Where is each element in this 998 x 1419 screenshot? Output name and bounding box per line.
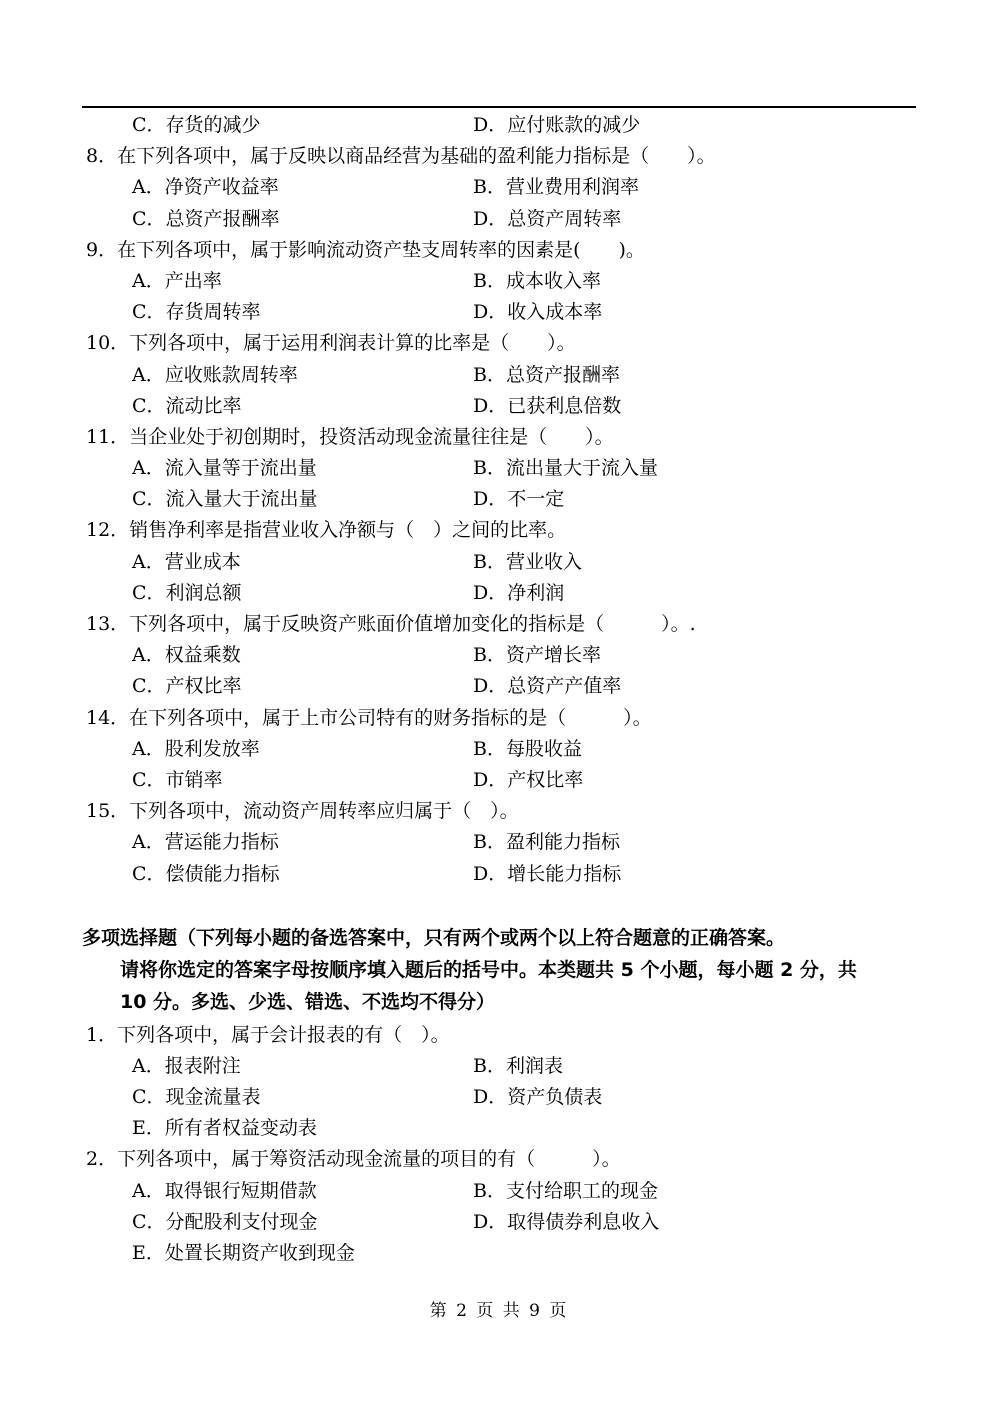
section-heading (82, 922, 916, 1018)
option-row (82, 391, 916, 422)
option-a: A．流入量等于流出量 (132, 457, 317, 480)
option-d: D．已获利息倍数 (473, 394, 622, 417)
option-b: B．成本收入率 (473, 269, 601, 292)
option-c: C．流入量大于流出量 (132, 488, 318, 511)
option-c: C．流动比率 (132, 394, 242, 417)
option-d: D．应付账款的减少 (473, 114, 641, 136)
option-row (82, 1176, 916, 1207)
option-d: D．净利润 (473, 581, 565, 604)
section-spacer (82, 890, 916, 922)
question-11 (82, 422, 916, 516)
option-row (82, 1051, 916, 1082)
option-a: A．股利发放率 (132, 737, 260, 760)
option-row (82, 266, 916, 297)
question-stem: 10．下列各项中，属于运用利润表计算的比率是（ ）。 (86, 332, 576, 355)
option-d: D．产权比率 (473, 768, 584, 791)
option-b: B．资产增长率 (473, 644, 601, 667)
option-a: A．应收账款周转率 (132, 363, 298, 386)
question-stem: 1．下列各项中，属于会计报表的有（ ）。 (86, 1023, 450, 1046)
section-heading-line: 多项选择题（下列每小题的备选答案中，只有两个或两个以上符合题意的正确答案。 (82, 926, 786, 949)
option-row (82, 1082, 916, 1113)
option-b: B．总资产报酬率 (473, 363, 620, 386)
option-c: C．利润总额 (132, 581, 242, 604)
option-b: B．支付给职工的现金 (473, 1179, 658, 1202)
option-row (82, 859, 916, 890)
option-c: C．分配股利支付现金 (132, 1210, 318, 1233)
option-d: D．总资产产值率 (473, 675, 622, 698)
option-row (82, 172, 916, 203)
option-b: B．营业费用利润率 (473, 176, 639, 199)
question-10 (82, 328, 916, 422)
option-row (82, 1113, 916, 1144)
option-row (82, 765, 916, 796)
option-row (82, 734, 916, 765)
question-13 (82, 609, 916, 703)
option-row (82, 484, 916, 515)
question-stem: 12．销售净利率是指营业收入净额与（ ）之间的比率。 (86, 519, 567, 542)
question-stem: 13．下列各项中，属于反映资产账面价值增加变化的指标是（ ）。. (86, 613, 696, 635)
option-b: B．每股收益 (473, 737, 582, 760)
option-row (82, 640, 916, 671)
option-c: C．市销率 (132, 768, 223, 791)
question-15 (82, 796, 916, 890)
option-b: B．盈利能力指标 (473, 831, 620, 854)
page-content (82, 110, 916, 1269)
question-stem: 8．在下列各项中，属于反映以商品经营为基础的盈利能力指标是（ ）。 (86, 145, 716, 168)
option-a: A．营运能力指标 (132, 831, 279, 854)
option-e: E．处置长期资产收到现金 (132, 1242, 355, 1264)
option-row (82, 453, 916, 484)
section-heading-line: 请将你选定的答案字母按顺序填入题后的括号中。本类题共 5 个小题，每小题 2 分，共 (120, 958, 857, 981)
option-a: A．净资产收益率 (132, 176, 279, 199)
question-8 (82, 141, 916, 235)
option-a: A．取得银行短期借款 (132, 1179, 317, 1202)
question-stem: 15．下列各项中，流动资产周转率应归属于（ ）。 (86, 800, 519, 823)
header-rule (82, 106, 916, 108)
question-stem: 11．当企业处于初创期时，投资活动现金流量往往是（ ）。 (86, 425, 614, 448)
option-d: D．资产负债表 (473, 1086, 603, 1109)
option-b: B．营业收入 (473, 550, 582, 573)
option-a: A．营业成本 (132, 550, 241, 573)
question-stem: 2．下列各项中，属于筹资活动现金流量的项目的有（ ）。 (86, 1148, 621, 1171)
option-a: A．报表附注 (132, 1054, 241, 1077)
option-b: B．利润表 (473, 1054, 563, 1077)
option-d: D．总资产周转率 (473, 207, 622, 230)
option-row (82, 547, 916, 578)
question-stem: 14．在下列各项中，属于上市公司特有的财务指标的是（ ）。 (86, 706, 652, 729)
option-row (82, 1207, 916, 1238)
option-c: C．存货的减少 (132, 114, 261, 136)
option-a: A．权益乘数 (132, 644, 241, 667)
section-heading-line: 10 分。多选、少选、错选、不选均不得分） (120, 990, 496, 1013)
option-c: C．总资产报酬率 (132, 207, 280, 230)
option-d: D．取得债券利息收入 (473, 1210, 660, 1233)
option-row (82, 360, 916, 391)
multi-question-2 (82, 1144, 916, 1269)
option-a: A．产出率 (132, 269, 222, 292)
option-d: D．不一定 (473, 488, 565, 511)
multi-question-1 (82, 1020, 916, 1145)
question-12 (82, 515, 916, 609)
option-row (82, 297, 916, 328)
question-stem: 9．在下列各项中，属于影响流动资产垫支周转率的因素是( )。 (86, 238, 645, 261)
question-14 (82, 703, 916, 797)
option-row (82, 204, 916, 235)
option-e: E．所有者权益变动表 (132, 1117, 317, 1140)
question-9 (82, 235, 916, 329)
option-d: D．增长能力指标 (473, 862, 622, 885)
option-c: C．存货周转率 (132, 301, 261, 324)
option-row (82, 110, 916, 141)
option-b: B．流出量大于流入量 (473, 457, 658, 480)
page-footer: 第 2 页 共 9 页 (429, 1301, 569, 1321)
option-row (82, 1238, 916, 1269)
option-row (82, 671, 916, 702)
option-row (82, 827, 916, 858)
option-d: D．收入成本率 (473, 301, 603, 324)
option-c: C．偿债能力指标 (132, 862, 280, 885)
option-row (82, 578, 916, 609)
option-c: C．产权比率 (132, 675, 242, 698)
option-c: C．现金流量表 (132, 1086, 261, 1109)
